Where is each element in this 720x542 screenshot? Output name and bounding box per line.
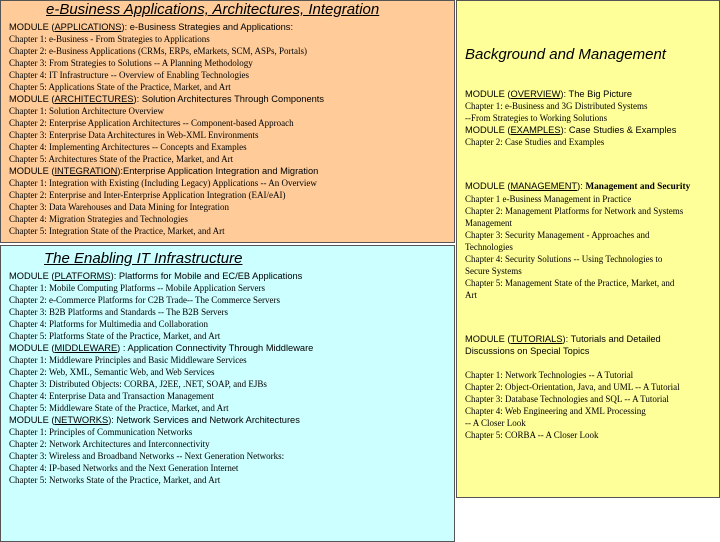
background-management-title: Background and Management — [465, 46, 666, 63]
chapter-line: Chapter 2: Enterprise and Inter-Enterprise Application Integration (EAI/eAI) — [9, 190, 286, 200]
module-text: ): Network Services and Network Architectures — [108, 415, 300, 425]
tutorials-block — [457, 333, 719, 441]
module-text: Management and Security — [585, 182, 691, 192]
chapter-line: Chapter 2: Object-Orientation, Java, and UML -- A Tutorial — [465, 382, 680, 392]
module-text: MODULE ( — [9, 343, 55, 353]
module-heading — [457, 88, 719, 100]
chapter-line: -- A Closer Look — [465, 418, 526, 428]
module-heading — [457, 180, 719, 193]
chapter-line: Chapter 1: Principles of Communication Networks — [9, 427, 193, 437]
chapter-line: Chapter 3: From Strategies to Solutions -- A Planning Methodology — [9, 58, 253, 68]
module-heading — [1, 414, 454, 426]
chapter-line: Chapter 3: Security Management - Approaches and — [465, 230, 650, 240]
chapter-line: Chapter 5: Integration State of the Practice, Market, and Art — [9, 226, 225, 236]
module-text: ): Platforms for Mobile and EC/EB Applications — [110, 271, 303, 281]
applications-title: e-Business Applications, Architectures, Integration — [46, 1, 380, 18]
module-text: MODULE ( — [9, 166, 55, 176]
chapter-line: Chapter 4: IT Infrastructure -- Overview of Enabling Technologies — [9, 70, 249, 80]
module-text: ) : Application Connectivity Through Middleware — [117, 343, 314, 353]
chapter-line: --From Strategies to Working Solutions — [465, 113, 608, 123]
module-keyword: TUTORIALS — [510, 334, 563, 344]
chapter-line: Secure Systems — [465, 266, 522, 276]
infrastructure-lines — [1, 270, 454, 486]
management-block — [457, 180, 719, 301]
chapter-line: Chapter 2: e-Business Applications (CRMs, ERPs, eMarkets, SCM, ASPs, Portals) — [9, 46, 308, 56]
module-keyword: NETWORKS — [54, 415, 109, 425]
chapter-line: Chapter 2: e-Commerce Platforms for C2B Trade-- The Commerce Servers — [9, 295, 281, 305]
module-text: MODULE ( — [9, 22, 55, 32]
applications-lines — [1, 21, 454, 237]
chapter-line: Chapter 4: Web Engineering and XML Processing — [465, 406, 646, 416]
module-text: ): Tutorials and Detailed — [562, 334, 661, 344]
spacer — [457, 357, 719, 369]
chapter-line: Chapter 4: Enterprise Data and Transaction Management — [9, 391, 214, 401]
infrastructure-title: The Enabling IT Infrastructure — [44, 250, 243, 267]
module-text: MODULE ( — [465, 334, 511, 344]
module-text: ): e-Business Strategies and Applications: — [121, 22, 294, 32]
module-text: MODULE ( — [465, 125, 511, 135]
module-heading — [457, 345, 719, 357]
chapter-line: Chapter 1: e-Business and 3G Distributed Systems — [465, 101, 648, 111]
module-heading — [1, 165, 454, 177]
chapter-line: Chapter 4: Security Solutions -- Using Technologies to — [465, 254, 663, 264]
chapter-line: Chapter 3: B2B Platforms and Standards -- The B2B Servers — [9, 307, 229, 317]
module-text: MODULE ( — [9, 94, 55, 104]
chapter-line: Art — [465, 290, 477, 300]
module-keyword: MANAGEMENT — [510, 181, 578, 191]
module-text: ): The Big Picture — [560, 89, 633, 99]
module-heading — [457, 124, 719, 136]
module-heading — [1, 93, 454, 105]
chapter-line: Chapter 4: Migration Strategies and Technologies — [9, 214, 188, 224]
module-heading — [1, 270, 454, 282]
chapter-line: Chapter 3: Database Technologies and SQL -- A Tutorial — [465, 394, 669, 404]
chapter-line: Chapter 3: Enterprise Data Architectures in Web-XML Environments — [9, 130, 259, 140]
background-management-panel — [456, 0, 720, 498]
module-text: MODULE ( — [9, 271, 55, 281]
module-text: MODULE ( — [465, 181, 511, 191]
chapter-line: Chapter 5: Management State of the Practice, Market, and — [465, 278, 675, 288]
chapter-line: Chapter 1: Solution Architecture Overview — [9, 106, 164, 116]
chapter-line: Chapter 5: Networks State of the Practice, Market, and Art — [9, 475, 221, 485]
module-text: ):Enterprise Application Integration and Migration — [117, 166, 319, 176]
module-text: ): — [577, 181, 586, 191]
module-keyword: OVERVIEW — [510, 89, 561, 99]
chapter-line: Chapter 1: Middleware Principles and Basic Middleware Services — [9, 355, 247, 365]
chapter-line: Chapter 1 e-Business Management in Practice — [465, 194, 632, 204]
chapter-line: Technologies — [465, 242, 513, 252]
module-heading — [1, 342, 454, 354]
chapter-line: Management — [465, 218, 512, 228]
module-keyword: APPLICATIONS — [54, 22, 122, 32]
infrastructure-panel — [0, 245, 455, 542]
module-heading — [457, 333, 719, 345]
chapter-line: Chapter 5: Applications State of the Practice, Market, and Art — [9, 82, 231, 92]
module-keyword: PLATFORMS — [54, 271, 111, 281]
module-text: ): Solution Architectures Through Components — [133, 94, 325, 104]
module-heading — [1, 21, 454, 33]
module-text: Discussions on Special Topics — [465, 346, 590, 356]
chapter-line: Chapter 3: Wireless and Broadband Networks -- Next Generation Networks: — [9, 451, 285, 461]
chapter-line: Chapter 1: Mobile Computing Platforms -- Mobile Application Servers — [9, 283, 265, 293]
chapter-line: Chapter 4: IP-based Networks and the Next Generation Internet — [9, 463, 239, 473]
chapter-line: Chapter 5: Middleware State of the Practice, Market, and Art — [9, 403, 229, 413]
chapter-line: Chapter 5: CORBA -- A Closer Look — [465, 430, 599, 440]
chapter-line: Chapter 5: Platforms State of the Practice, Market, and Art — [9, 331, 221, 341]
chapter-line: Chapter 1: e-Business - From Strategies to Applications — [9, 34, 210, 44]
module-text: MODULE ( — [9, 415, 55, 425]
chapter-line: Chapter 2: Network Architectures and Interconnectivity — [9, 439, 210, 449]
chapter-line: Chapter 2: Web, XML, Semantic Web, and Web Services — [9, 367, 215, 377]
chapter-line: Chapter 3: Distributed Objects: CORBA, J2EE, .NET, SOAP, and EJBs — [9, 379, 267, 389]
module-keyword: INTEGRATION — [54, 166, 118, 176]
module-keyword: MIDDLEWARE — [54, 343, 118, 353]
chapter-line: Chapter 1: Network Technologies -- A Tutorial — [465, 370, 634, 380]
module-keyword: ARCHITECTURES — [54, 94, 134, 104]
chapter-line: Chapter 2: Enterprise Application Architectures -- Component-based Approach — [9, 118, 294, 128]
chapter-line: Chapter 3: Data Warehouses and Data Mining for Integration — [9, 202, 230, 212]
chapter-line: Chapter 2: Management Platforms for Network and Systems — [465, 206, 684, 216]
module-text: MODULE ( — [465, 89, 511, 99]
chapter-line: Chapter 5: Architectures State of the Practice, Market, and Art — [9, 154, 234, 164]
overview-block — [457, 88, 719, 148]
chapter-line: Chapter 2: Case Studies and Examples — [465, 137, 605, 147]
module-keyword: EXAMPLES — [510, 125, 561, 135]
chapter-line: Chapter 4: Implementing Architectures -- Concepts and Examples — [9, 142, 247, 152]
chapter-line: Chapter 1: Integration with Existing (Including Legacy) Applications -- An Overview — [9, 178, 317, 188]
chapter-line: Chapter 4: Platforms for Multimedia and Collaboration — [9, 319, 208, 329]
applications-panel — [0, 0, 455, 243]
module-text: ): Case Studies & Examples — [560, 125, 677, 135]
